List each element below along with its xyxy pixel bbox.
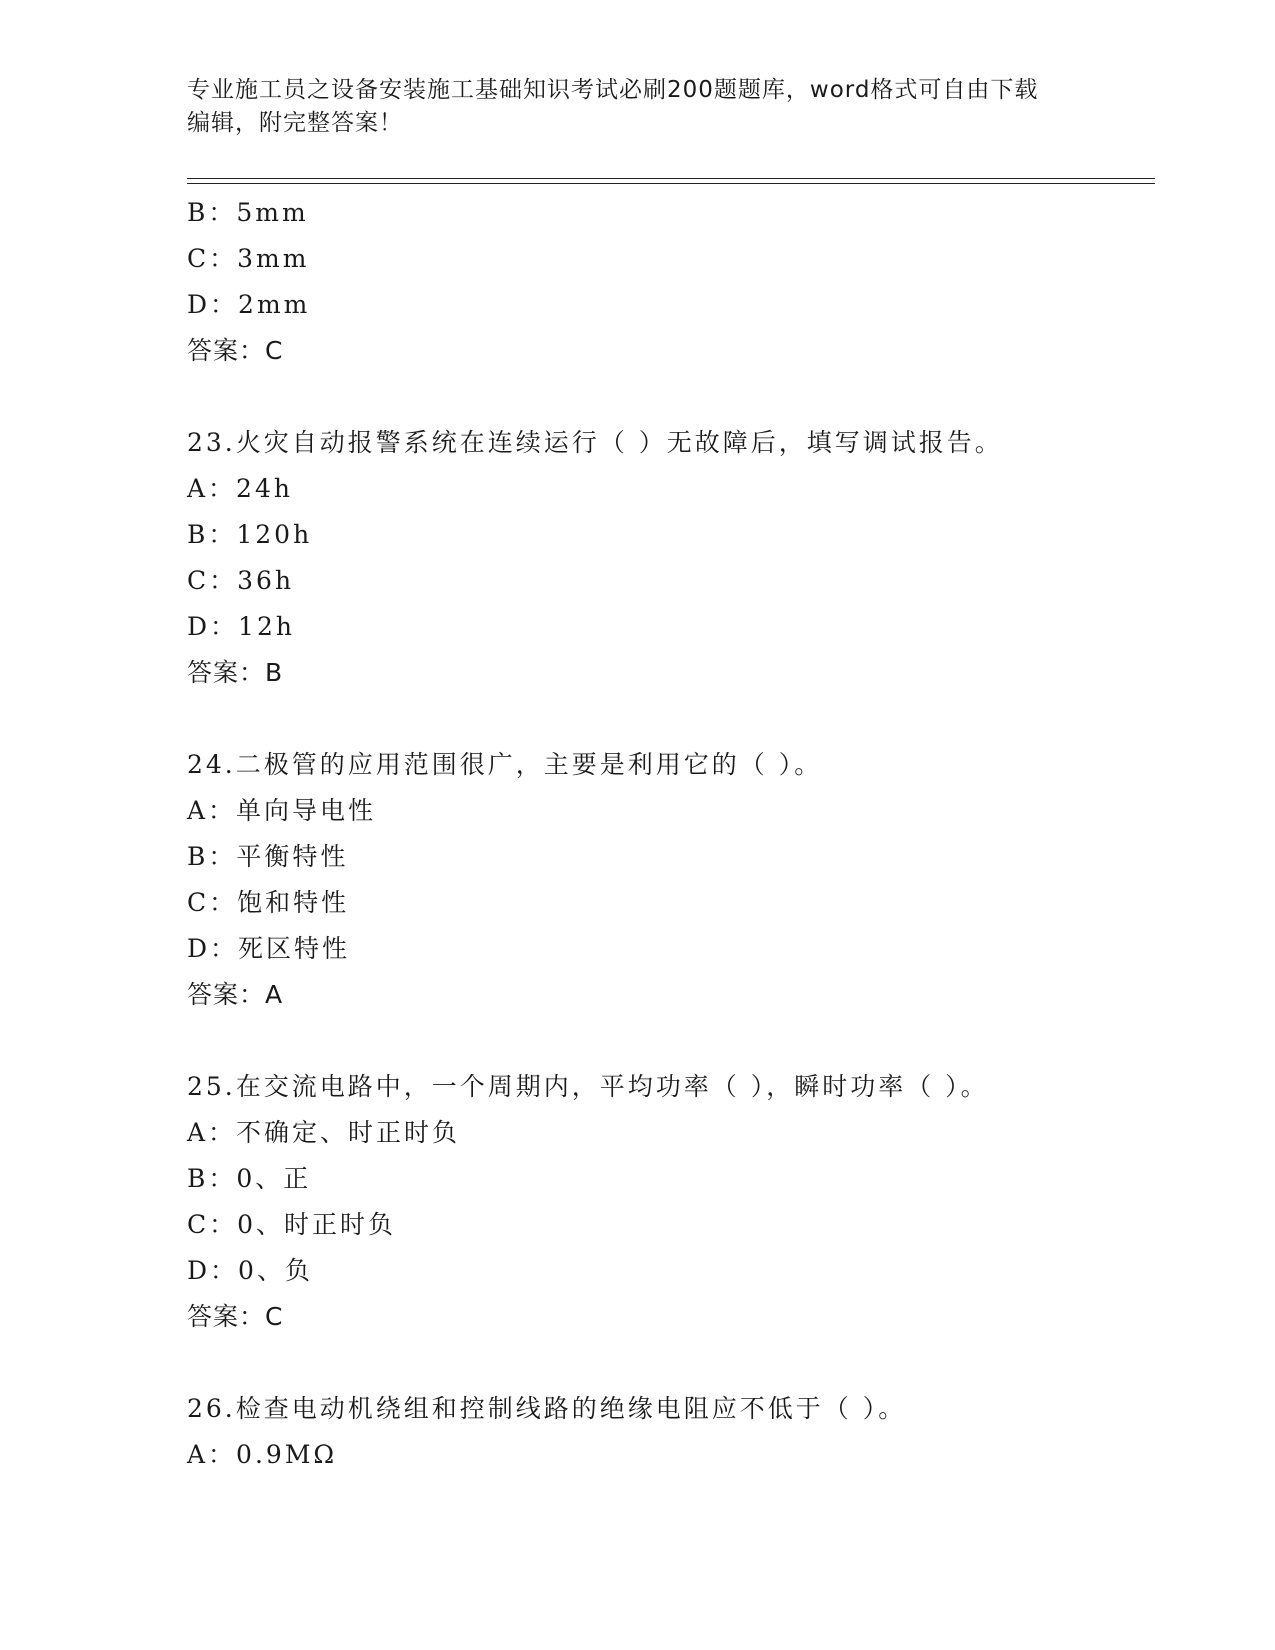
question-text: 23.火灾自动报警系统在连续运行（ ）无故障后，填写调试报告。 [187,428,1003,457]
question-text: 26.检查电动机绕组和控制线路的绝缘电阻应不低于（ ）。 [187,1394,907,1423]
option-d: D：2mm [187,290,311,319]
question-block-25 [187,1064,1147,1340]
option-c: C：36h [187,566,295,595]
answer-line: 答案：C [187,1302,284,1331]
option-b: B：5mm [187,198,309,227]
option-a: A：单向导电性 [187,796,377,825]
option-b: B：120h [187,520,313,549]
option-c: C：0、时正时负 [187,1210,397,1239]
option-c: C：3mm [187,244,310,273]
option-a: A：0.9MΩ [187,1440,338,1469]
header-divider-bottom [187,183,1155,184]
question-block-24 [187,742,1147,1018]
header-divider-top [187,178,1155,179]
option-b: B：0、正 [187,1164,312,1193]
question-list [187,190,1147,1478]
question-text: 25.在交流电路中，一个周期内，平均功率（ ），瞬时功率（ ）。 [187,1072,989,1101]
option-a: A：不确定、时正时负 [187,1118,461,1147]
question-block-23 [187,420,1147,696]
option-d: D：死区特性 [187,934,351,963]
answer-line: 答案：B [187,658,284,687]
answer-line: 答案：C [187,336,284,365]
question-block-22 [187,190,1147,374]
question-text: 24.二极管的应用范围很广，主要是利用它的（ ）。 [187,750,823,779]
option-d: D：0、负 [187,1256,313,1285]
answer-line: 答案：A [187,980,284,1009]
option-b: B：平衡特性 [187,842,349,871]
option-a: A：24h [187,474,293,503]
question-block-26 [187,1386,1147,1478]
page-header: 专业施工员之设备安装施工基础知识考试必刷200题题库，word格式可自由下载 编辑，附完整答案！ [187,77,1039,136]
option-c: C：饱和特性 [187,888,350,917]
option-d: D：12h [187,612,295,641]
